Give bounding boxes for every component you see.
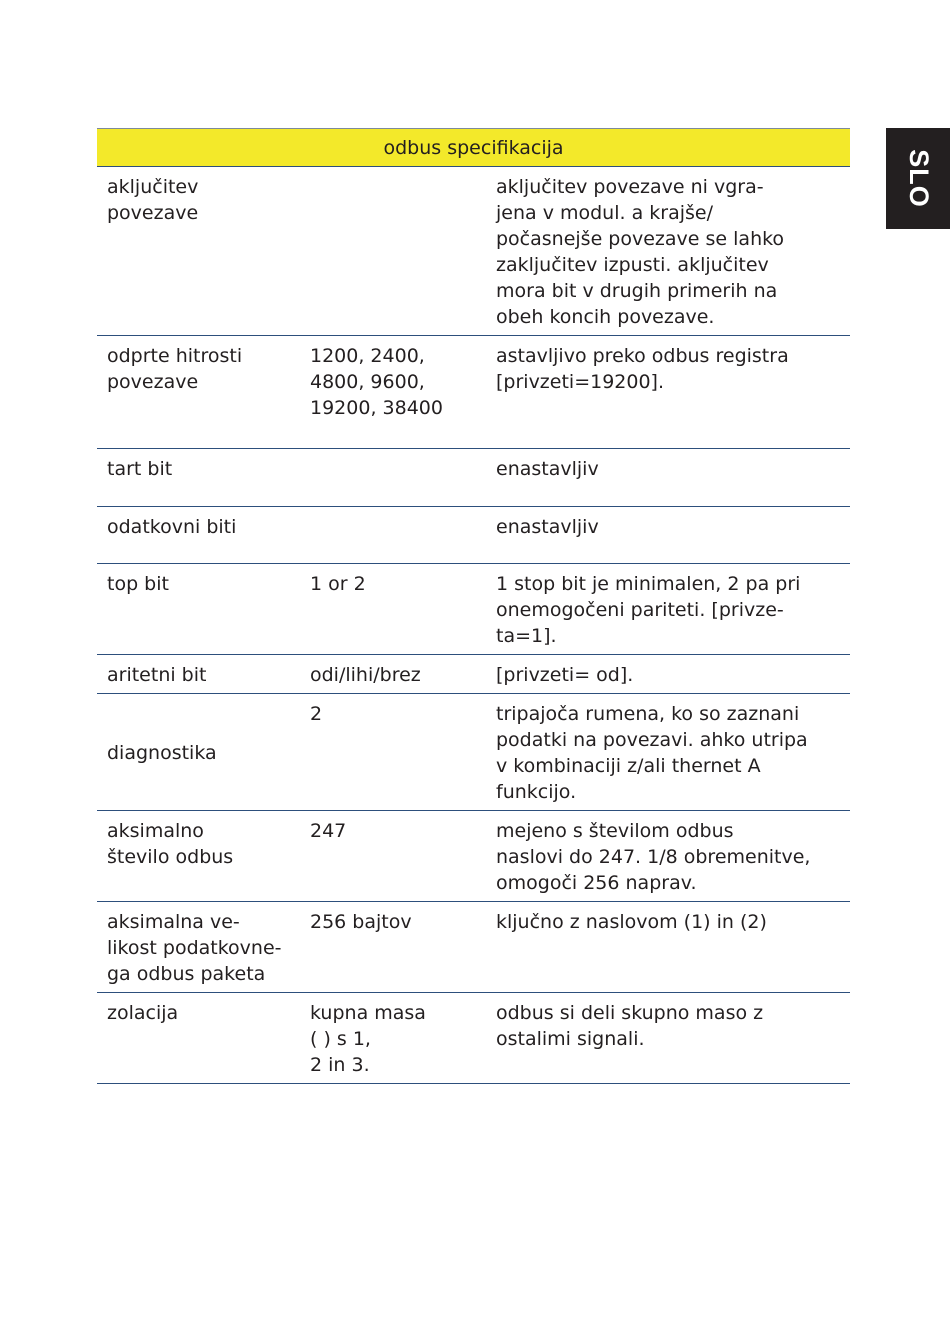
row-label: odprte hitrosti povezave bbox=[97, 336, 298, 449]
row-label: odatkovni biti bbox=[97, 507, 298, 564]
row-note: enastavljiv bbox=[494, 507, 850, 564]
row-note: odbus si deli skupno maso z ostalimi signali. bbox=[494, 993, 850, 1084]
row-note: tripajoča rumena, ko so zaznani podatki na povezavi. ahko utripa v kombinaciji z/ali thernet A funkcijo. bbox=[494, 694, 850, 811]
row-note: [privzeti= od]. bbox=[494, 655, 850, 694]
row-value: odi/lihi/brez bbox=[298, 655, 494, 694]
language-tab-label: SLO bbox=[903, 149, 934, 208]
modbus-spec-table bbox=[97, 128, 850, 1084]
row-value: 247 bbox=[298, 811, 494, 902]
row-label: tart bit bbox=[97, 449, 298, 507]
row-label: aksimalna ve- likost podatkovne- ga odbus paketa bbox=[97, 902, 298, 993]
table-header-row bbox=[97, 129, 850, 167]
row-value: kupna masa ( ) s 1, 2 in 3. bbox=[298, 993, 494, 1084]
table-row bbox=[97, 336, 850, 449]
row-label: diagnostika bbox=[97, 694, 298, 811]
row-label: zolacija bbox=[97, 993, 298, 1084]
language-tab bbox=[886, 128, 950, 229]
table-row bbox=[97, 694, 850, 811]
row-note: 1 stop bit je minimalen, 2 pa pri onemogočeni pariteti. [privze- ta=1]. bbox=[494, 564, 850, 655]
row-label: aključitev povezave bbox=[97, 167, 298, 336]
table-row bbox=[97, 655, 850, 694]
table-row bbox=[97, 564, 850, 655]
row-value bbox=[298, 507, 494, 564]
table-row bbox=[97, 167, 850, 336]
table-header: odbus specifikacija bbox=[97, 129, 850, 167]
table-row bbox=[97, 449, 850, 507]
table-row bbox=[97, 902, 850, 993]
row-label: aritetni bit bbox=[97, 655, 298, 694]
row-value bbox=[298, 167, 494, 336]
row-note: aključitev povezave ni vgra- jena v modul. a krajše/ počasnejše povezave se lahko zaključitev izpusti. aključitev mora bit v drugih primerih na obeh koncih povezave. bbox=[494, 167, 850, 336]
row-note: mejeno s številom odbus naslovi do 247. 1/8 obremenitve, omogoči 256 naprav. bbox=[494, 811, 850, 902]
row-label: top bit bbox=[97, 564, 298, 655]
row-note: ključno z naslovom (1) in (2) bbox=[494, 902, 850, 993]
row-value: 256 bajtov bbox=[298, 902, 494, 993]
row-note: astavljivo preko odbus registra [privzeti=19200]. bbox=[494, 336, 850, 449]
row-note: enastavljiv bbox=[494, 449, 850, 507]
row-value: 2 bbox=[298, 694, 494, 811]
table-row bbox=[97, 507, 850, 564]
row-value: 1200, 2400, 4800, 9600, 19200, 38400 bbox=[298, 336, 494, 449]
row-value bbox=[298, 449, 494, 507]
table-row bbox=[97, 993, 850, 1084]
row-label: aksimalno število odbus bbox=[97, 811, 298, 902]
row-value: 1 or 2 bbox=[298, 564, 494, 655]
table-row bbox=[97, 811, 850, 902]
